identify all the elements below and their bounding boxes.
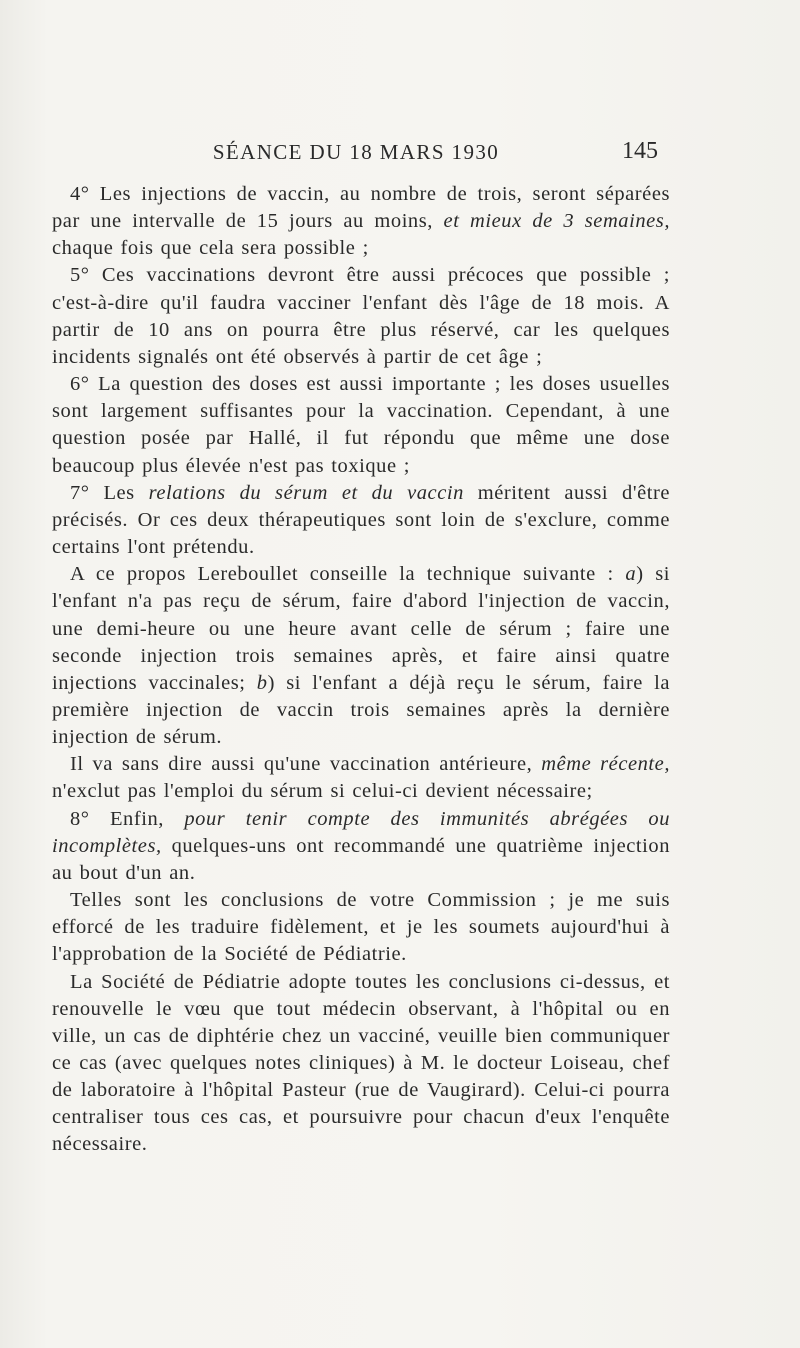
paragraph: [52, 561, 670, 751]
text-span: 4° Les injections de vaccin, au nombre de trois, seront séparées par une intervalle de 15 jours au moins,: [52, 183, 670, 233]
body-text: [52, 181, 670, 1159]
paragraph: [52, 751, 670, 805]
text-span: 7° Les: [70, 481, 149, 504]
paragraph: [52, 181, 670, 262]
paragraph: [52, 887, 670, 968]
running-head: [52, 138, 660, 168]
text-span: 6° La question des doses est aussi importante ; les doses usuelles sont largement suffisantes pour la vaccination. Cependant, à une question posée par Hallé, il fut répondu que même une dose beaucoup plus élevée n'est pas toxique ;: [52, 373, 670, 477]
paragraph: [52, 371, 670, 480]
page-number: 145: [622, 138, 658, 164]
text-span: ) si l'enfant a déjà reçu le sérum, faire la première injection de vaccin trois semaines après la dernière injection de sérum.: [52, 671, 670, 749]
text-span: Telles sont les conclusions de votre Commission ; je me suis efforcé de les traduire fidèlement, et je les soumets aujourd'hui à l'approbation de la Société de Pédiatrie.: [52, 889, 670, 966]
text-span: La Société de Pédiatrie adopte toutes les conclusions ci-dessus, et renouvelle le vœu que tout médecin observant, à l'hôpital ou en ville, un cas de diphtérie chez un vacciné, veuille bien communiquer ce cas (avec quelques notes cliniques) à M. le docteur Loiseau, chef de laboratoire à l'hôpital Pasteur (rue de Vaugirard). Celui-ci pourra centraliser tous ces cas, et poursuivre pour chacun d'eux l'enquête nécessaire.: [52, 970, 670, 1156]
italic-span: pour tenir compte des immunités abrégées ou incomplètes,: [52, 807, 670, 857]
text-span: 5° Ces vaccinations devront être aussi précoces que possible ; c'est-à-dire qu'il faudra vacciner l'enfant dès l'âge de 18 mois. A partir de 10 ans on pourra être plus réservé, car les quelques incidents signalés ont été observés à partir de cet âge ;: [52, 264, 670, 368]
italic-span: a: [625, 563, 637, 586]
italic-span: b: [256, 671, 268, 694]
paragraph: [52, 262, 670, 371]
text-span: 8° Enfin,: [70, 807, 185, 830]
italic-span: même récente,: [541, 753, 670, 776]
text-span: quelques-uns ont recommandé une quatrième injection au bout d'un an.: [52, 834, 670, 884]
italic-span: relations du sérum et du vaccin: [148, 481, 464, 504]
running-head-title: SÉANCE DU 18 MARS 1930: [212, 140, 500, 164]
paragraph: [52, 969, 670, 1159]
text-span: A ce propos Lereboullet conseille la technique suivante :: [70, 563, 626, 586]
paragraph: [52, 806, 670, 887]
text-span: ) si l'enfant n'a pas reçu de sérum, faire d'abord l'injection de vaccin, une demi-heure ou une heure avant celle de sérum ; faire une seconde injection trois semaines après, et faire ainsi quatre injections vaccinales;: [52, 563, 670, 694]
italic-span: et mieux de 3 semaines,: [443, 210, 670, 233]
text-span: Il va sans dire aussi qu'une vaccination antérieure,: [70, 753, 542, 776]
text-span: méritent aussi d'être précisés. Or ces deux thérapeutiques sont loin de s'exclure, comme certains l'ont prétendu.: [52, 481, 670, 559]
text-span: n'exclut pas l'emploi du sérum si celui-ci devient nécessaire;: [52, 780, 593, 803]
paragraph: [52, 480, 670, 561]
text-span: chaque fois que cela sera possible ;: [52, 237, 369, 260]
